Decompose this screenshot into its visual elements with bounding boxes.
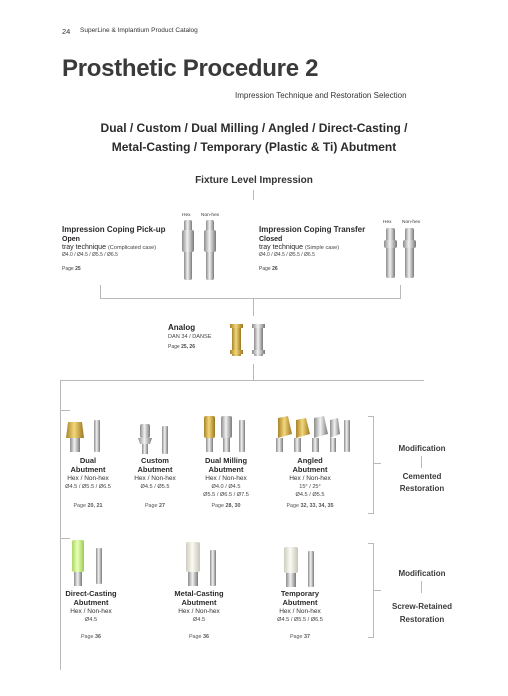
metal-casting-abutment-image [182,540,226,588]
connector-line [253,298,254,316]
temporary-abutment-info [262,589,338,640]
pickup-page-label: Page [62,266,74,272]
cemented-label-2: Restoration [399,484,445,493]
dual-milling-abutment-image [201,414,251,456]
transfer-technique: tray technique [259,244,303,251]
pickup-type: Open [62,236,80,243]
metal-casting-sizes: Ø4.5 [192,617,206,623]
pickup-sizes: Ø4.0 / Ø4.5 / Ø5.5 / Ø6.5 [62,252,118,258]
fixture-level-heading: Fixture Level Impression [195,175,313,186]
temporary-abutment-image [280,545,324,589]
page-number: 24 [62,27,71,36]
transfer-page: 26 [272,266,278,272]
angled-page-label: Page [286,503,300,509]
dual-name-1: Dual [79,456,97,465]
custom-sizes: Ø4.5 / Ø5.5 [140,484,170,490]
analog-block [168,323,212,350]
custom-pages: 27 [159,503,166,509]
dual-milling-name-2: Abutment [208,465,244,474]
angled-abutment-image [272,414,356,456]
angled-name-2: Abutment [292,465,328,474]
pickup-case: (Complicated case) [107,245,157,251]
connector-line [373,463,381,464]
direct-casting-page-label: Page [80,634,94,640]
transfer-nonhex-label: Non-hex [402,220,421,225]
cemented-label-1: Cemented [402,472,442,481]
connector-line [60,410,70,411]
main-heading-line-1: Dual / Custom / Dual Milling / Angled / Direct-Casting / [100,121,408,135]
transfer-coping-image [383,228,423,280]
direct-casting-name-1: Direct-Casting [65,589,117,598]
connector-line [253,190,254,200]
transfer-page-label: Page [259,266,271,272]
angled-abutment-info [272,456,348,509]
metal-casting-name-2: Abutment [181,598,217,607]
custom-hex: Hex / Non-hex [134,475,176,482]
page-title: Prosthetic Procedure 2 [62,55,319,82]
page-subtitle: Impression Technique and Restoration Selection [235,91,407,100]
catalog-title: SuperLine & Implantium Product Catalog [80,27,198,34]
angled-sizes-2: Ø4.5 / Ø5.5 [295,492,325,498]
pickup-page: 25 [75,266,81,272]
direct-casting-abutment-info [54,589,128,640]
dual-hex: Hex / Non-hex [67,475,109,482]
connector-line [253,364,254,380]
dual-milling-sizes-2: Ø5.5 / Ø6.5 / Ø7.5 [203,492,249,498]
metal-casting-pages: 36 [203,634,210,640]
dual-page-label: Page [73,503,87,509]
metal-casting-page-label: Page [188,634,202,640]
angled-name-1: Angled [297,456,323,465]
custom-page-label: Page [144,503,158,509]
transfer-case: (Simple case) [304,245,340,251]
metal-casting-abutment-info [162,589,236,640]
connector-line [100,285,101,299]
custom-abutment-info [122,456,188,509]
connector-line [421,456,422,468]
pickup-coping-image [178,220,228,282]
dual-abutment-info [55,456,121,509]
dual-milling-hex: Hex / Non-hex [205,475,247,482]
pickup-nonhex-label: Non-hex [201,213,220,218]
dual-name-2: Abutment [70,465,106,474]
transfer-title: Impression Coping Transfer [259,225,366,234]
custom-abutment-image [136,422,176,456]
analog-pages: 25, 26 [181,344,195,350]
pickup-title: Impression Coping Pick-up [62,225,166,234]
temporary-sizes: Ø4.5 / Ø5.5 / Ø6.5 [277,617,323,623]
custom-name-1: Custom [141,456,169,465]
dual-milling-sizes-1: Ø4.0 / Ø4.5 [211,484,241,490]
cemented-bracket [368,416,374,514]
dual-milling-page-label: Page [211,503,225,509]
direct-casting-abutment-image [68,538,112,588]
connector-line [100,298,401,299]
angled-pages: 32, 33, 34, 35 [300,503,334,509]
dual-milling-abutment-info [190,456,262,509]
connector-line [60,380,424,381]
metal-casting-name-1: Metal-Casting [174,589,224,598]
dual-sizes: Ø4.5 / Ø5.5 / Ø6.5 [65,484,111,490]
custom-name-2: Abutment [137,465,173,474]
cemented-modification-label: Modification [398,444,446,453]
connector-line [373,590,381,591]
angled-sizes-1: 15° / 25° [299,484,321,490]
temporary-name-1: Temporary [280,589,320,598]
dual-milling-name-1: Dual Milling [204,456,248,465]
analog-title: Analog [168,323,196,332]
transfer-type: Closed [259,236,283,243]
screw-modification-label: Modification [398,569,446,578]
temporary-pages: 37 [304,634,311,640]
metal-casting-hex: Hex / Non-hex [178,608,220,615]
direct-casting-sizes: Ø4.5 [84,617,98,623]
temporary-name-2: Abutment [282,598,318,607]
angled-hex: Hex / Non-hex [289,475,331,482]
analog-model: DAN 34 / DANSE [168,334,212,340]
pickup-block [62,225,166,272]
screw-label-2: Restoration [399,615,445,624]
transfer-hex-label: Hex [383,220,392,225]
dual-milling-pages: 28, 30 [225,503,241,509]
direct-casting-name-2: Abutment [73,598,109,607]
transfer-sizes: Ø4.0 / Ø4.5 / Ø5.5 / Ø6.5 [259,252,315,258]
temporary-page-label: Page [289,634,303,640]
transfer-block [259,225,365,272]
screw-label-1: Screw-Retained [391,602,453,611]
connector-line [421,581,422,593]
temporary-hex: Hex / Non-hex [279,608,321,615]
pickup-technique: tray technique [62,244,106,251]
analog-page-label: Page [168,344,180,350]
pickup-hex-label: Hex [182,213,191,218]
direct-casting-hex: Hex / Non-hex [70,608,112,615]
direct-casting-pages: 36 [95,634,102,640]
dual-abutment-image [64,418,108,456]
analog-image [228,322,268,358]
connector-line [400,285,401,299]
dual-pages: 20, 21 [87,503,103,509]
main-heading-line-2: Metal-Casting / Temporary (Plastic & Ti) Abutment [111,140,397,154]
